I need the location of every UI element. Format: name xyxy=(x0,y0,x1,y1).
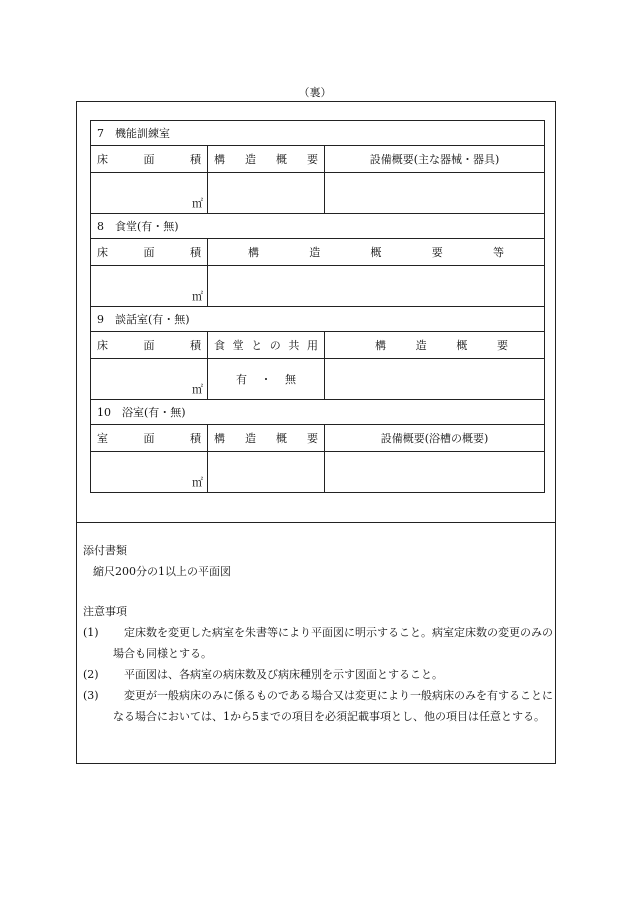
section-title: 7 機能訓練室 xyxy=(91,121,545,146)
section-title: 8 食堂(有・無) xyxy=(91,214,545,239)
unit-label: ㎡ xyxy=(192,383,203,396)
note-item: (2) 平面図は、各病室の病床数及び病床種別を示す図面とすること。 xyxy=(83,668,443,681)
section-title: 9 談話室(有・無) xyxy=(91,307,545,332)
structure-cell[interactable] xyxy=(208,452,325,493)
floor-area-cell[interactable] xyxy=(91,452,208,493)
note-item: (3) 変更が一般病床のみに係るものである場合又は変更により一般病床のみを有することになる場合においては、1から5までの項目を必須記載事項とし、他の項目は任意とする。 xyxy=(83,689,553,723)
floor-area-cell[interactable] xyxy=(91,359,208,400)
unit-label: ㎡ xyxy=(192,290,203,303)
option-no[interactable]: 無 xyxy=(285,373,296,386)
unit-label: ㎡ xyxy=(192,476,203,489)
floor-area-cell[interactable] xyxy=(91,173,208,214)
option-yes[interactable]: 有 xyxy=(236,373,247,386)
attachments-item: 縮尺200分の1以上の平面図 xyxy=(93,565,231,578)
column-header-floor-area: 床 面 積 xyxy=(91,332,208,359)
divider xyxy=(77,522,555,523)
column-header-structure: 構 造 概 要 xyxy=(208,425,325,452)
structure-cell[interactable] xyxy=(208,173,325,214)
note-item: (1) 定床数を変更した病室を朱書等により平面図に明示すること。病室定床数の変更のみの場合も同様とする。 xyxy=(83,626,553,660)
section-title: 10 浴室(有・無) xyxy=(91,400,545,425)
page-title: （裏） xyxy=(298,86,332,99)
equipment-cell[interactable] xyxy=(325,452,545,493)
shared-use-cell[interactable]: 有 ・ 無 xyxy=(208,359,325,400)
form-frame xyxy=(76,101,556,764)
attachments-heading: 添付書類 xyxy=(83,544,127,557)
equipment-cell[interactable] xyxy=(325,173,545,214)
structure-cell[interactable] xyxy=(208,266,545,307)
column-header-equipment: 設備概要(主な器械・器具) xyxy=(325,146,545,173)
column-header-floor-area: 床 面 積 xyxy=(91,239,208,266)
column-header-floor-area: 床 面 積 xyxy=(91,146,208,173)
column-header-structure: 構 造 概 要 xyxy=(208,146,325,173)
facility-table xyxy=(90,120,545,493)
unit-label: ㎡ xyxy=(192,197,203,210)
column-header-equipment: 設備概要(浴槽の概要) xyxy=(325,425,545,452)
column-header-room-area: 室 面 積 xyxy=(91,425,208,452)
column-header-structure: 構 造 概 要 xyxy=(325,332,545,359)
column-header-shared-use: 食 堂 と の 共 用 xyxy=(208,332,325,359)
notes-area xyxy=(83,540,553,727)
floor-area-cell[interactable] xyxy=(91,266,208,307)
column-header-structure: 構 造 概 要 等 xyxy=(208,239,545,266)
notes-heading: 注意事項 xyxy=(83,605,127,618)
structure-cell[interactable] xyxy=(325,359,545,400)
